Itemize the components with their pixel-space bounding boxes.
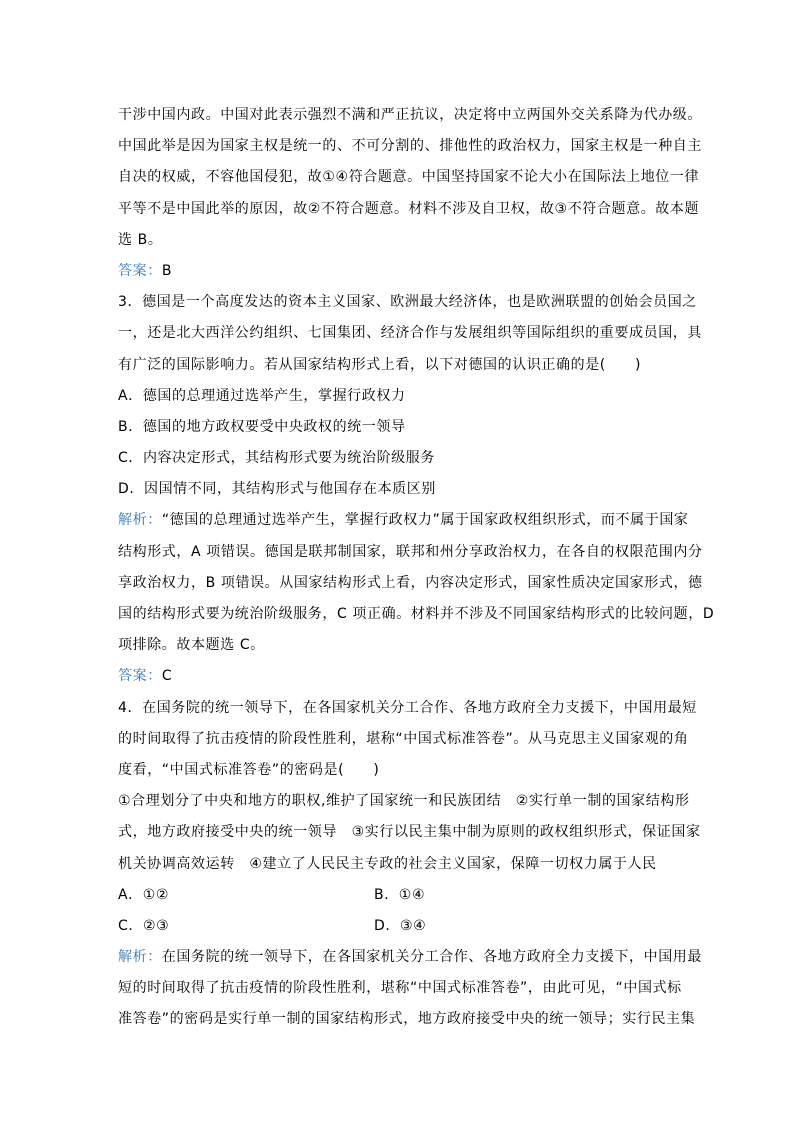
explain-label: 解析： (118, 512, 162, 529)
answer-value: B (161, 262, 173, 279)
q4-option-d: D．③④ (374, 917, 427, 934)
q3-option-a: A．德国的总理通过选举产生，掌握行政权力 (118, 387, 406, 404)
q4-options-row (118, 880, 690, 911)
q2-explain-line: 自决的权威，不容他国侵犯，故①④符合题意。中国坚持国家不论大小在国际法上地位一律 (118, 169, 700, 186)
q4-option-a: A．①② (118, 886, 170, 903)
explain-label: 解析： (118, 949, 162, 966)
q3-explain-line (118, 505, 690, 536)
answer-label: 答案： (118, 262, 162, 279)
q2-explain-line: 中国此举是因为国家主权是统一的、不可分割的、排他性的政治权力，国家主权是一种自主 (118, 138, 702, 155)
q4-stem-line: 度看，“中国式标准答卷”的密码是( ) (118, 761, 380, 778)
q3-answer (118, 661, 690, 692)
q3-option-c: C．内容决定形式，其结构形式要为统治阶级服务 (118, 450, 435, 467)
q4-explain-line: 短的时间取得了抗击疫情的阶段性胜利，堪称“中国式标准答卷”，由此可见，“中国式标 (118, 980, 682, 997)
q3-stem-line: 3．德国是一个高度发达的资本主义国家、欧洲最大经济体，也是欧洲联盟的创始会员国之 (118, 294, 697, 311)
q3-option-d: D．因国情不同，其结构形式与他国存在本质区别 (118, 481, 436, 498)
answer-value: C (161, 668, 173, 685)
q2-answer (118, 256, 690, 287)
q3-explain-line: 享政治权力，B 项错误。从国家结构形式上看，内容决定形式，国家性质决定国家形式，德 (118, 574, 703, 591)
q3-explain-line: 结构形式，A 项错误。德国是联邦制国家，联邦和州分享政治权力，在各自的权限范围内分 (118, 543, 703, 560)
q4-statement-line: 式，地方政府接受中央的统一领导 ③实行以民主集中制为原则的政权组织形式，保证国家 (118, 824, 701, 841)
q4-stem-line: 4．在国务院的统一领导下，在各国家机关分工合作、各地方政府全力支援下，中国用最短 (118, 699, 697, 716)
q3-stem-line: 一，还是北大西洋公约组织、七国集团、经济合作与发展组织等国际组织的重要成员国，具 (118, 325, 702, 342)
q4-statement-line: 机关协调高效运转 ④建立了人民民主专政的社会主义国家，保障一切权力属于人民 (118, 855, 657, 872)
q2-explain-line: 干涉中国内政。中国对此表示强烈不满和严正抗议，决定将中立两国外交关系降为代办级。 (118, 107, 702, 123)
q3-explain-line: 国的结构形式要为统治阶级服务，C 项正确。材料并不涉及不同国家结构形式的比较问题，D (118, 606, 715, 622)
explain-text: 在国务院的统一领导下，在各国家机关分工合作、各地方政府全力支援下，中国用最 (161, 949, 703, 966)
q4-statement-line: ①合理划分了中央和地方的职权,维护了国家统一和民族团结 ②实行单一制的国家结构形 (118, 793, 690, 810)
q4-option-b: B．①④ (374, 886, 426, 903)
explain-text: “德国的总理通过选举产生，掌握行政权力”属于国家政权组织形式，而不属于国家 (161, 512, 689, 529)
answer-label: 答案： (118, 668, 162, 685)
q3-explain-line: 项排除。故本题选 C。 (118, 637, 265, 654)
document-content (118, 100, 715, 1036)
q4-explain-line (118, 942, 703, 973)
q2-explain-line: 平等不是中国此举的原因，故②不符合题意。材料不涉及自卫权，故③不符合题意。故本题 (118, 200, 700, 217)
q3-option-b: B．德国的地方政权要受中央政权的统一领导 (118, 418, 406, 435)
q4-option-c: C．②③ (118, 917, 170, 934)
q4-explain-line: 准答卷”的密码是实行单一制的国家结构形式，地方政府接受中央的统一领导；实行民主集 (118, 1011, 696, 1028)
q4-stem-line: 的时间取得了抗击疫情的阶段性胜利，堪称“中国式标准答卷”。从马克思主义国家观的角 (118, 730, 689, 747)
q3-stem-line: 有广泛的国际影响力。若从国家结构形式上看，以下对德国的认识正确的是( ) (118, 356, 642, 373)
q2-explain-line: 选 B。 (118, 231, 163, 248)
q4-options-row (118, 911, 690, 942)
